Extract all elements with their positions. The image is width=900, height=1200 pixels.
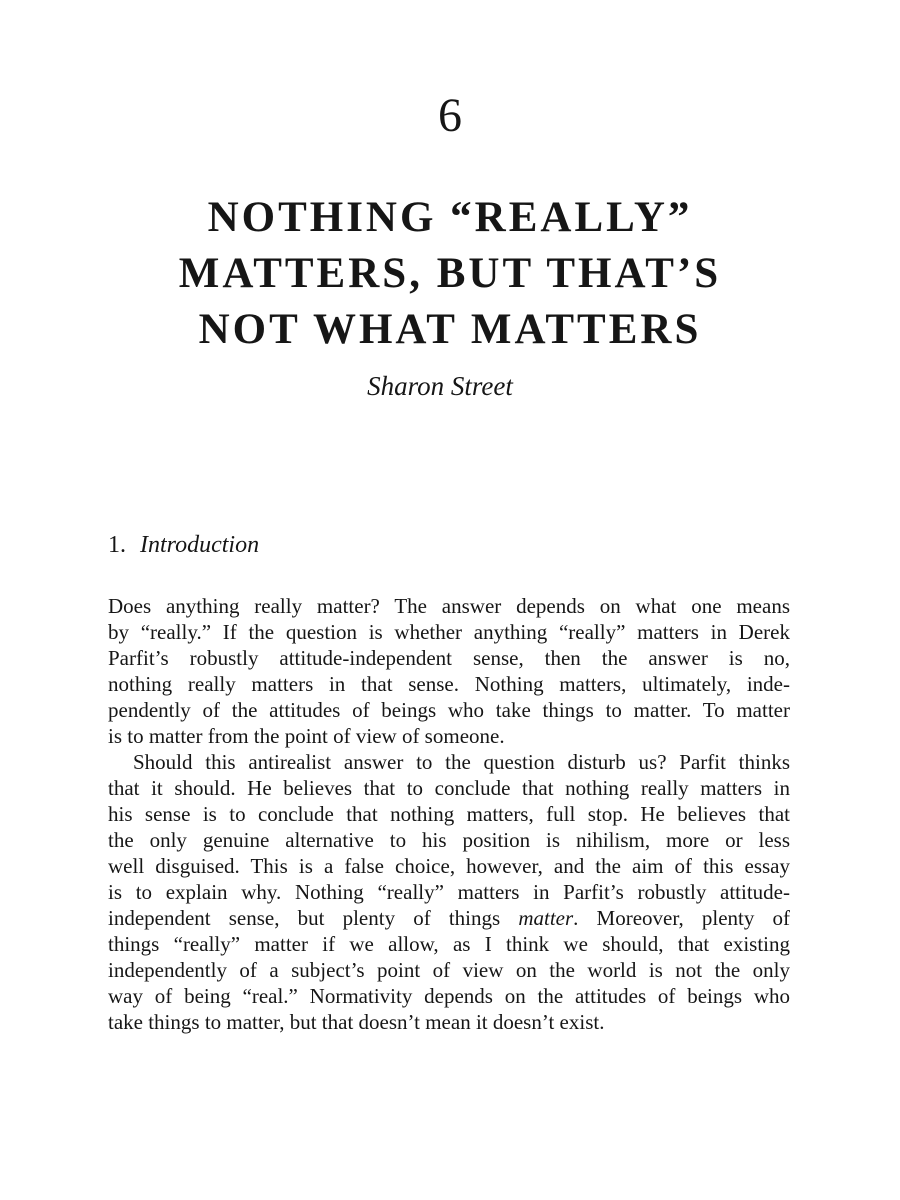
paragraph [108,593,790,749]
chapter-title-line: NOTHING “REALLY” [207,194,693,241]
text-line: way of being “real.” Normativity depends on the attitudes of beings who [108,984,790,1008]
text-line: things “really” matter if we allow, as I think we should, that existing [108,932,790,956]
text-line: Should this antirealist answer to the question disturb us? Parfit thinks [133,750,790,774]
chapter-number: 6 [438,89,462,142]
section-number: 1. [108,532,126,558]
text-line: take things to matter, but that doesn’t mean it doesn’t exist. [108,1010,605,1034]
text-line: independently of a subject’s point of view on the world is not the only [108,958,790,982]
emphasized-word: matter [518,906,574,930]
chapter-title [60,190,840,358]
text-line: is to matter from the point of view of someone. [108,724,505,748]
text-line: nothing really matters in that sense. Nothing matters, ultimately, inde- [108,672,790,696]
paragraph [108,749,790,1035]
text-line: his sense is to conclude that nothing matters, full stop. He believes that [108,802,790,826]
text-line: pendently of the attitudes of beings who take things to matter. To matter [108,698,790,722]
text-line [108,905,790,931]
chapter-title-line: NOT WHAT MATTERS [198,306,702,353]
text-line: the only genuine alternative to his position is nihilism, more or less [108,828,790,852]
text-line: Parfit’s robustly attitude-independent sense, then the answer is no, [108,646,790,670]
body-text [108,593,790,1035]
text-line: by “really.” If the question is whether anything “really” matters in Derek [108,620,790,644]
text-line: that it should. He believes that to conclude that nothing really matters in [108,776,790,800]
section-title: Introduction [140,532,260,558]
author-name: Sharon Street [367,371,513,401]
chapter-title-line: MATTERS, BUT THAT’S [178,250,722,297]
text-segment: independent sense, but plenty of things [108,906,519,930]
section-heading [108,530,259,560]
text-line: Does anything really matter? The answer depends on what one means [108,594,790,618]
text-line: well disguised. This is a false choice, however, and the aim of this essay [108,854,790,878]
text-line: is to explain why. Nothing “really” matters in Parfit’s robustly attitude- [108,880,790,904]
text-segment: . Moreover, plenty of [573,906,790,930]
